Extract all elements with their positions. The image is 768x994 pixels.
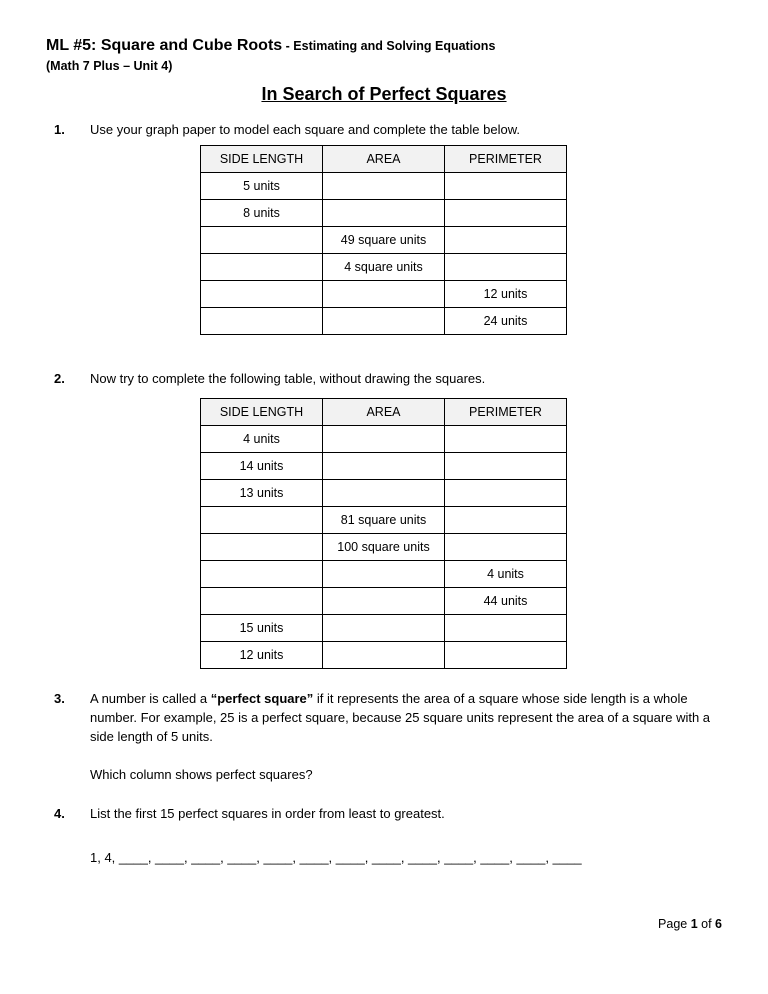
table-cell: 4 units [201,426,323,453]
question-1 [54,120,714,140]
table-cell-blank[interactable] [445,642,567,669]
question-4 [54,804,714,824]
table-cell: 14 units [201,453,323,480]
question-number: 2. [54,371,65,386]
question-text [90,689,714,746]
table-cell-blank[interactable] [445,615,567,642]
header-unit: (Math 7 Plus – Unit 4) [46,59,173,73]
table-cell-blank[interactable] [201,507,323,534]
table-cell-blank[interactable] [201,254,323,281]
question-3-prompt: Which column shows perfect squares? [90,767,313,782]
table-row [201,308,567,335]
table-cell-blank[interactable] [201,534,323,561]
table-cell-blank[interactable] [445,227,567,254]
table-cell-blank[interactable] [323,308,445,335]
table-cell: 49 square units [323,227,445,254]
question-number: 4. [54,806,65,821]
page-total: 6 [715,917,722,931]
table-cell: 100 square units [323,534,445,561]
table-cell: 44 units [445,588,567,615]
header-title-main: ML #5: Square and Cube Roots [46,37,283,54]
table-header-cell: PERIMETER [445,399,567,426]
table-cell-blank[interactable] [445,173,567,200]
table-row [201,281,567,308]
table-cell-blank[interactable] [201,308,323,335]
table-cell: 4 square units [323,254,445,281]
table-cell-blank[interactable] [323,588,445,615]
table-cell: 5 units [201,173,323,200]
document-title: In Search of Perfect Squares [261,84,507,104]
table-row [201,615,567,642]
header-title-sub: - Estimating and Solving Equations [282,39,496,53]
page-of: of [697,917,716,931]
table-q2 [200,398,567,669]
table-cell-blank[interactable] [445,426,567,453]
table-cell-blank[interactable] [323,200,445,227]
table-row [201,173,567,200]
table-cell-blank[interactable] [323,615,445,642]
answer-line[interactable]: 1, 4, ____, ____, ____, ____, ____, ____, ____, ____, ____, ____, ____, ____, ____ [90,850,582,865]
table-cell-blank[interactable] [445,507,567,534]
text-segment: A number is called a [90,691,211,706]
table-cell-blank[interactable] [201,561,323,588]
table-row [201,507,567,534]
table-cell-blank[interactable] [445,254,567,281]
question-text: Now try to complete the following table, without drawing the squares. [90,371,486,386]
table-cell: 8 units [201,200,323,227]
question-number: 1. [54,122,65,137]
table-cell: 13 units [201,480,323,507]
table-cell-blank[interactable] [445,480,567,507]
question-number: 3. [54,691,65,706]
table-cell: 12 units [445,281,567,308]
table-cell: 4 units [445,561,567,588]
question-2 [54,369,714,389]
table-row [201,480,567,507]
question-text: Use your graph paper to model each square and complete the table below. [90,122,520,137]
table-header-cell: AREA [323,399,445,426]
table-cell-blank[interactable] [201,281,323,308]
table-cell-blank[interactable] [445,534,567,561]
header-title [46,37,495,55]
table-cell: 15 units [201,615,323,642]
table-cell-blank[interactable] [323,642,445,669]
term-perfect-square: “perfect square” [210,691,314,706]
page-number [658,917,722,931]
table-header-cell: AREA [323,146,445,173]
table-cell: 12 units [201,642,323,669]
table-row [201,588,567,615]
table-header-cell: PERIMETER [445,146,567,173]
table-cell-blank[interactable] [201,588,323,615]
table-cell-blank[interactable] [323,453,445,480]
page-current: 1 [690,917,698,931]
question-text: List the first 15 perfect squares in order from least to greatest. [90,806,445,821]
table-cell-blank[interactable] [445,200,567,227]
text-segment: if it represents the area of a square whose side length is a whole number. For example, 25 is a perfect square, because 25 square units represent the area of a square with a side length of 5 units. [90,691,711,744]
question-3 [54,689,714,749]
table-row [201,534,567,561]
table-row [201,561,567,588]
table-cell-blank[interactable] [323,480,445,507]
table-row [201,426,567,453]
table-q1 [200,145,567,335]
table-row [201,200,567,227]
table-cell-blank[interactable] [323,173,445,200]
table-row [201,642,567,669]
table-cell: 24 units [445,308,567,335]
table-header-row [201,146,567,173]
table-cell-blank[interactable] [201,227,323,254]
page-label: Page [658,917,691,931]
table-cell-blank[interactable] [323,281,445,308]
table-header-row [201,399,567,426]
table-row [201,227,567,254]
table-cell-blank[interactable] [323,561,445,588]
table-row [201,254,567,281]
table-cell-blank[interactable] [445,453,567,480]
table-cell-blank[interactable] [323,426,445,453]
table-header-cell: SIDE LENGTH [201,146,323,173]
table-header-cell: SIDE LENGTH [201,399,323,426]
table-cell: 81 square units [323,507,445,534]
table-row [201,453,567,480]
